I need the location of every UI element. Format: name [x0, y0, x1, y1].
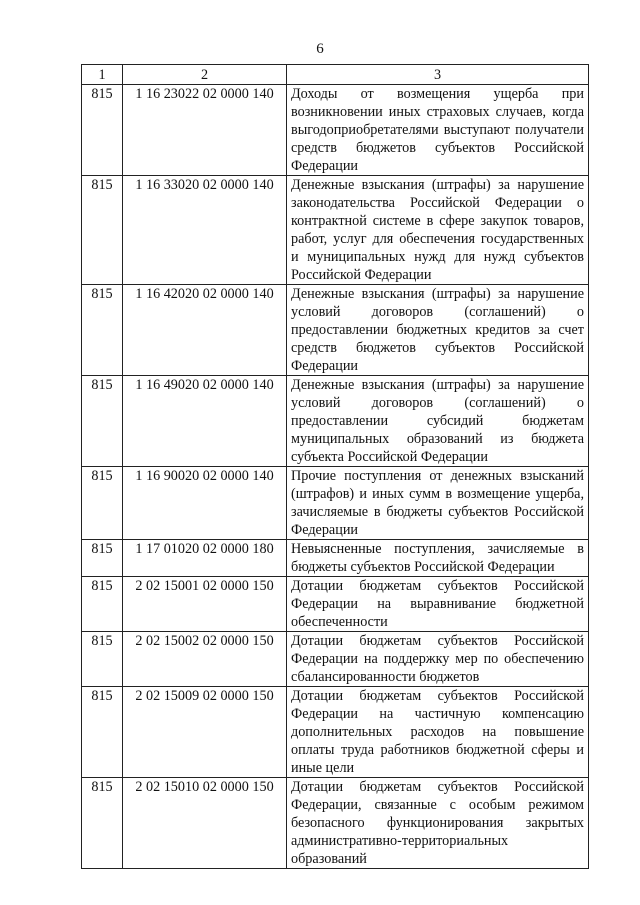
income-name-cell: Невыясненные поступления, зачисляемые в бюджеты субъектов Российской Федерации [287, 540, 589, 577]
income-name-cell: Дотации бюджетам субъектов Российской Федерации на выравнивание бюджетной обеспеченности [287, 577, 589, 632]
admin-code-cell: 815 [82, 85, 123, 176]
admin-code-cell: 815 [82, 778, 123, 869]
page-number: 6 [316, 41, 324, 57]
column-header-1: 1 [82, 65, 123, 85]
table-row [82, 85, 589, 176]
admin-code-cell: 815 [82, 687, 123, 778]
admin-code-cell: 815 [82, 285, 123, 376]
table-row [82, 467, 589, 540]
income-name-cell: Дотации бюджетам субъектов Российской Федерации, связанные с особым режимом безопасного функционирования закрытых административно-территориальных образований [287, 778, 589, 869]
admin-code-cell: 815 [82, 176, 123, 285]
table-row [82, 687, 589, 778]
income-name-cell: Прочие поступления от денежных взысканий (штрафов) и иных сумм в возмещение ущерба, зачисляемые в бюджеты субъектов Российской Федерации [287, 467, 589, 540]
admin-code-cell: 815 [82, 632, 123, 687]
income-code-cell: 2 02 15002 02 0000 150 [123, 632, 287, 687]
income-code-cell: 2 02 15010 02 0000 150 [123, 778, 287, 869]
income-name-cell: Доходы от возмещения ущерба при возникновении иных страховых случаев, когда выгодоприобретателями выступают получатели средств бюджетов субъектов Российской Федерации [287, 85, 589, 176]
table-row [82, 376, 589, 467]
income-code-cell: 2 02 15009 02 0000 150 [123, 687, 287, 778]
income-code-cell: 1 16 23022 02 0000 140 [123, 85, 287, 176]
admin-code-cell: 815 [82, 577, 123, 632]
table-row [82, 285, 589, 376]
table-row [82, 778, 589, 869]
table-row [82, 577, 589, 632]
admin-code-cell: 815 [82, 467, 123, 540]
column-header-2: 2 [123, 65, 287, 85]
income-code-cell: 1 16 90020 02 0000 140 [123, 467, 287, 540]
income-code-cell: 1 16 49020 02 0000 140 [123, 376, 287, 467]
income-name-cell: Денежные взыскания (штрафы) за нарушение условий договоров (соглашений) о предоставлении бюджетных кредитов за счет средств бюджетов субъектов Российской Федерации [287, 285, 589, 376]
table-header-row [82, 65, 589, 85]
table-row [82, 540, 589, 577]
budget-classification-table [81, 64, 589, 869]
column-header-3: 3 [287, 65, 589, 85]
table-row [82, 632, 589, 687]
income-code-cell: 1 16 33020 02 0000 140 [123, 176, 287, 285]
income-code-cell: 2 02 15001 02 0000 150 [123, 577, 287, 632]
income-code-cell: 1 17 01020 02 0000 180 [123, 540, 287, 577]
admin-code-cell: 815 [82, 540, 123, 577]
income-name-cell: Денежные взыскания (штрафы) за нарушение условий договоров (соглашений) о предоставлении субсидий бюджетам муниципальных образований из бюджета субъекта Российской Федерации [287, 376, 589, 467]
admin-code-cell: 815 [82, 376, 123, 467]
table-row [82, 176, 589, 285]
income-code-cell: 1 16 42020 02 0000 140 [123, 285, 287, 376]
income-name-cell: Дотации бюджетам субъектов Российской Федерации на частичную компенсацию дополнительных расходов на повышение оплаты труда работников бюджетной сферы и иные цели [287, 687, 589, 778]
income-name-cell: Дотации бюджетам субъектов Российской Федерации на поддержку мер по обеспечению сбалансированности бюджетов [287, 632, 589, 687]
income-name-cell: Денежные взыскания (штрафы) за нарушение законодательства Российской Федерации о контрактной системе в сфере закупок товаров, работ, услуг для обеспечения государственных и муниципальных нужд для нужд субъектов Российской Федерации [287, 176, 589, 285]
